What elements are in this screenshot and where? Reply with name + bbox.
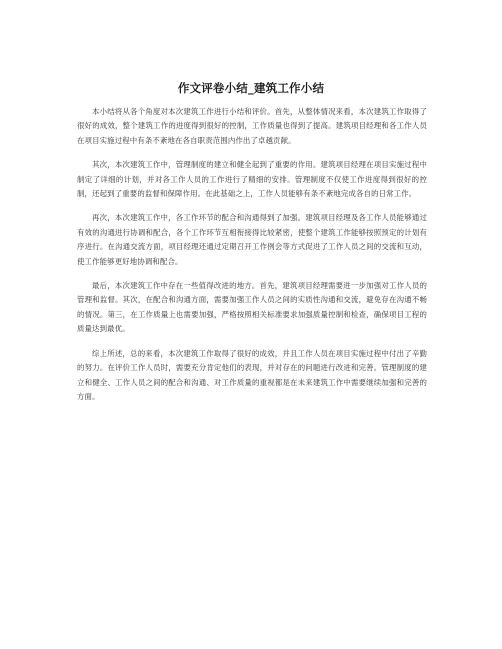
paragraph-5: 综上所述，总的来看，本次建筑工作取得了很好的成效，并且工作人员在项目实施过程中付出了辛勤的努力。在评价工作人员时，需要充分肯定他们的表现，并对存在的问题进行改进和完善。管理制度的建立和健全、工作人员之间的配合和沟通、对工作质量的重视都是在未来建筑工作中需要继续加强和完善的方面。: [77, 348, 427, 401]
document-title: 作文评卷小结_建筑工作小结: [177, 81, 325, 95]
paragraph-3: 再次，本次建筑工作中，各工作环节的配合和沟通得到了加强。建筑项目经理及各工作人员能够通过有效的沟通进行协调和配合，各个工作环节互相衔接得比较紧密，使整个建筑工作能够按照预定的计划有序进行。在沟通交流方面，项目经理还通过定期召开工作例会等方式促进了工作人员之间的交流和互动，使工作能够更好地协调和配合。: [77, 213, 427, 266]
paragraph-1: 本小结将从各个角度对本次建筑工作进行小结和评价。首先，从整体情况来看，本次建筑工作取得了很好的成效，整个建筑工作的进度得到很好的控制，工作质量也得到了提高。建筑项目经理和各工作人员在项目实施过程中有条不紊地在各自职责范围内作出了卓越贡献。: [77, 107, 427, 145]
paragraph-2: 其次，本次建筑工作中，管理制度的建立和健全起到了重要的作用。建筑项目经理在项目实施过程中制定了详细的计划，并对各工作人员的工作进行了精细的安排。管理制度不仅使工作进度得到很好的控制，还起到了重要的监督和保障作用。在此基础之上，工作人员能够有条不紊地完成各自的日常工作。: [77, 160, 427, 199]
document-body: [77, 105, 427, 414]
paragraph-4: 最后，本次建筑工作中存在一些值得改进的地方。首先，建筑项目经理需要进一步加强对工作人员的管理和监督。其次，在配合和沟通方面，需要加强工作人员之间的实质性沟通和交流，避免存在沟通不畅的情况。第三，在工作质量上也需要加强，严格按照相关标准要求加强质量控制和检查，确保项目工程的质量达到最优。: [77, 281, 427, 334]
